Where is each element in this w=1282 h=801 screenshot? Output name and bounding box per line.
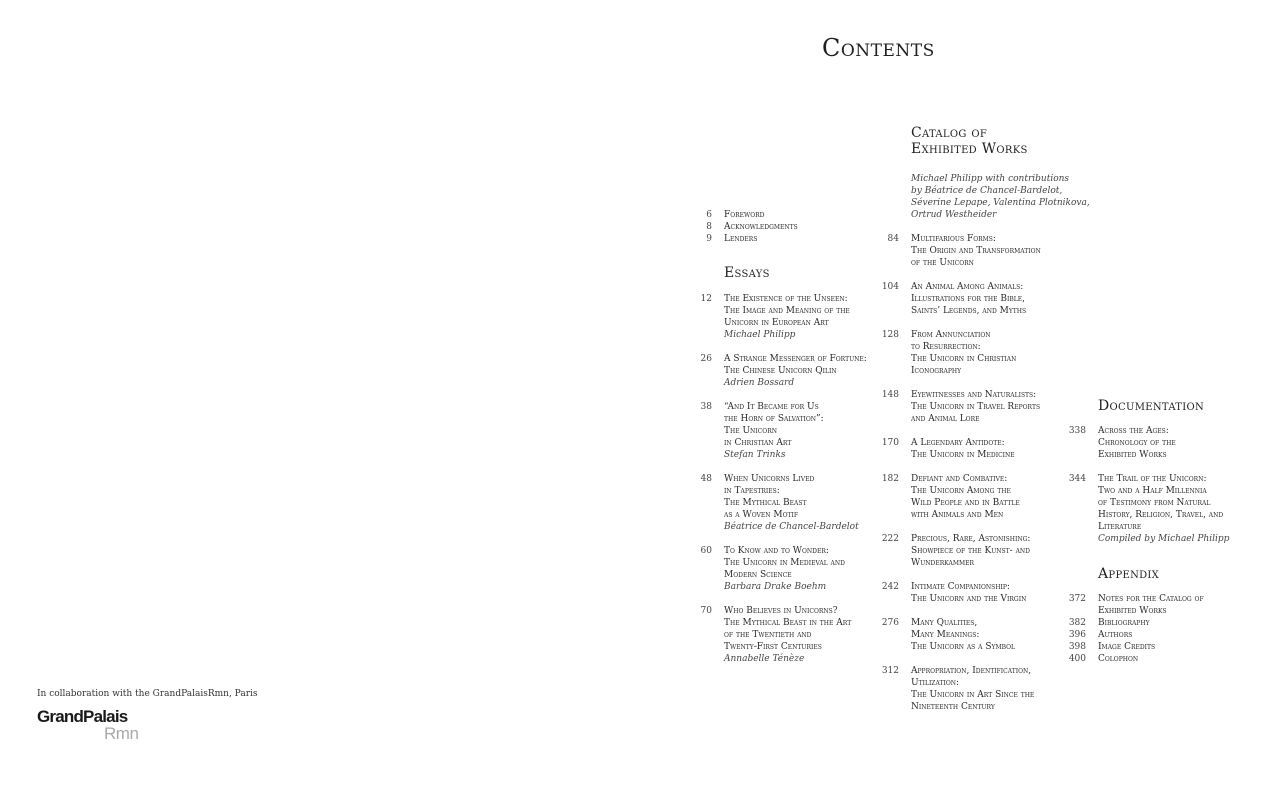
page-number: 276 [881,618,899,628]
entry-title-line: “And It Became for Us [724,402,819,412]
page-number: 9 [706,234,712,244]
toc-entry-catalog[interactable] [881,473,1020,521]
page-number: 338 [1068,426,1086,436]
entry-title-line: The Unicorn as a Symbol [911,642,1016,652]
entry-author: Barbara Drake Boehm [724,582,827,592]
page-number: 344 [1068,474,1086,484]
entry-title-line: with Animals and Men [911,510,1004,520]
collaboration-note: In collaboration with the GrandPalaisRmn, Paris [37,689,258,699]
toc-entry-lenders[interactable] [706,233,758,245]
catalog-heading-line: Catalog of [911,125,988,141]
entry-title-line: Precious, Rare, Astonishing: [911,534,1031,544]
entry-title-line: The Chinese Unicorn Qilin [724,366,837,376]
entry-title-line: Literature [1098,522,1142,532]
entry-title-line: When Unicorns Lived [724,474,815,484]
page-number: 70 [700,606,712,616]
entry-title-line: The Unicorn [724,426,777,436]
logo-primary-text: GrandPalais [37,707,128,726]
byline-line: Séverine Lepape, Valentina Plotnikova, [911,198,1090,208]
entry-title-line: Nineteenth Century [911,702,995,712]
toc-entry-catalog[interactable] [887,233,1041,269]
page-number: 26 [700,354,712,364]
entry-title-line: Wild People and in Battle [911,498,1020,508]
page-number: 396 [1068,630,1086,640]
page-number: 222 [881,534,899,544]
byline-line: Ortrud Westheider [911,210,997,220]
page-number: 372 [1068,594,1086,604]
page-number: 182 [881,474,899,484]
page-number: 12 [700,294,712,304]
entry-title-line: of the Unicorn [911,258,974,268]
toc-entry-catalog[interactable] [881,281,1027,317]
entry-title-line: Bibliography [1098,618,1150,628]
entry-title-line: History, Religion, Travel, and [1098,510,1224,520]
entry-title-line: Wunderkammer [911,558,975,568]
toc-entry-documentation[interactable] [1068,473,1230,545]
entry-title-line: Exhibited Works [1098,606,1167,616]
entry-author: Béatrice de Chancel-Bardelot [724,522,859,532]
toc-entry-documentation[interactable] [1068,425,1176,461]
entry-title-line: Image Credits [1098,642,1156,652]
toc-entry-acknowledgments[interactable] [706,221,798,233]
entry-title-line: Authors [1098,630,1133,640]
entry-title-line: The Unicorn and the Virgin [911,594,1027,604]
toc-entry-essay[interactable] [700,293,850,341]
entry-title-line: A Legendary Antidote: [911,438,1005,448]
entry-title-line: Saints’ Legends, and Myths [911,306,1027,316]
entry-title-line: Appropriation, Identification, [911,666,1032,676]
entry-title-line: The Mythical Beast in the Art [724,618,852,628]
entry-title-line: Illustrations for the Bible, [911,294,1025,304]
toc-entry-catalog[interactable] [881,665,1035,713]
documentation-heading: Documentation [1098,398,1205,414]
entry-title-line: and Animal Lore [911,414,980,424]
entry-title-line: Defiant and Combative: [911,474,1008,484]
toc-entry-appendix[interactable] [1068,629,1133,641]
entry-title-line: The Unicorn in Medicine [911,450,1015,460]
toc-entry-catalog[interactable] [881,389,1041,425]
entry-title-line: to Resurrection: [911,342,981,352]
entry-title: Foreword [724,210,765,220]
page-number: 382 [1068,618,1086,628]
entry-title-line: The Unicorn in Travel Reports [911,402,1041,412]
entry-title-line: of the Twentieth and [724,630,812,640]
entry-title-line: The Unicorn in Art Since the [911,690,1035,700]
page-number: 104 [881,282,899,292]
toc-entry-essay[interactable] [700,353,867,389]
entry-title-line: The Mythical Beast [724,498,807,508]
entry-title-line: Notes for the Catalog of [1098,594,1204,604]
entry-title-line: the Horn of Salvation”: [724,414,824,424]
toc-entry-appendix[interactable] [1068,653,1139,665]
entry-title-line: Twenty-First Centuries [724,642,822,652]
page-number: 170 [881,438,899,448]
page-number: 6 [706,210,712,220]
entry-title-line: Across the Ages: [1098,426,1169,436]
entry-title: Lenders [724,234,758,244]
entry-title-line: Intimate Companionship: [911,582,1010,592]
toc-entry-appendix[interactable] [1068,593,1204,617]
toc-entry-appendix[interactable] [1068,617,1150,629]
entry-title-line: The Unicorn in Medieval and [724,558,845,568]
toc-entry-catalog[interactable] [881,533,1031,569]
appendix-heading: Appendix [1098,566,1160,582]
entry-title-line: in Christian Art [724,438,792,448]
entry-title-line: in Tapestries: [724,486,780,496]
toc-entry-foreword[interactable] [706,209,765,221]
entry-title-line: The Unicorn Among the [911,486,1011,496]
toc-entry-catalog[interactable] [881,437,1015,461]
entry-title-line: Showpiece of the Kunst- and [911,546,1030,556]
page-number: 48 [700,474,712,484]
toc-entry-essay[interactable] [700,473,859,533]
entry-title-line: Iconography [911,366,962,376]
entry-title-line: Utilization: [911,678,960,688]
logo-secondary-text: Rmn [104,724,139,743]
entry-author: Adrien Bossard [724,378,795,388]
entry-title-line: Colophon [1098,654,1139,664]
entry-title-line: as a Woven Motif [724,510,799,520]
entry-title-line: Exhibited Works [1098,450,1167,460]
page-number: 8 [706,222,712,232]
entry-title-line: From Annunciation [911,330,991,340]
entry-title-line: The Origin and Transformation [911,246,1041,256]
entry-author: Compiled by Michael Philipp [1098,534,1230,544]
entry-author: Michael Philipp [724,330,796,340]
entry-title-line: Two and a Half Millennia [1098,486,1207,496]
page-number: 60 [700,546,712,556]
page-number: 84 [887,234,899,244]
entry-title-line: Chronology of the [1098,438,1176,448]
entry-title-line: The Existence of the Unseen: [724,294,848,304]
toc-entry-essay[interactable] [700,401,824,461]
toc-entry-essay[interactable] [700,545,845,593]
entry-title-line: Many Meanings: [911,630,980,640]
toc-entry-catalog[interactable] [881,581,1027,605]
entry-title-line: An Animal Among Animals: [911,282,1024,292]
entry-title-line: The Image and Meaning of the [724,306,850,316]
entry-title-line: of Testimony from Natural [1098,498,1211,508]
catalog-heading-line: Exhibited Works [911,141,1028,157]
toc-entry-essay[interactable] [700,605,852,665]
page-number: 398 [1068,642,1086,652]
page-number: 242 [881,582,899,592]
catalog-heading [911,125,1028,157]
entry-title-line: Modern Science [724,570,792,580]
entry-title-line: Eyewitnesses and Naturalists: [911,390,1037,400]
page-number: 312 [881,666,899,676]
entry-title-line: The Unicorn in Christian [911,354,1017,364]
entry-title-line: Unicorn in European Art [724,318,829,328]
page-number: 128 [881,330,899,340]
page-title: Contents [822,34,935,62]
page-number: 148 [881,390,899,400]
catalog-byline [911,173,1090,221]
entry-title-line: Many Qualities, [911,618,978,628]
toc-entry-catalog[interactable] [881,617,1016,653]
entry-author: Stefan Trinks [724,450,786,460]
entry-title-line: A Strange Messenger of Fortune: [724,354,867,364]
toc-entry-catalog[interactable] [881,329,1017,377]
toc-entry-appendix[interactable] [1068,641,1156,653]
entry-title-line: Multifarious Forms: [911,234,996,244]
entry-title-line: The Trail of the Unicorn: [1098,474,1207,484]
entry-title: Acknowledgments [724,222,798,232]
grandpalais-rmn-logo [37,707,157,747]
entry-author: Annabelle Ténèze [724,654,805,664]
byline-line: by Béatrice de Chancel-Bardelot, [911,186,1063,196]
page-number: 400 [1068,654,1086,664]
byline-line: Michael Philipp with contributions [911,174,1070,184]
entry-title-line: To Know and to Wonder: [724,546,829,556]
essays-heading: Essays [724,265,770,281]
entry-title-line: Who Believes in Unicorns? [724,606,838,616]
page-number: 38 [700,402,712,412]
